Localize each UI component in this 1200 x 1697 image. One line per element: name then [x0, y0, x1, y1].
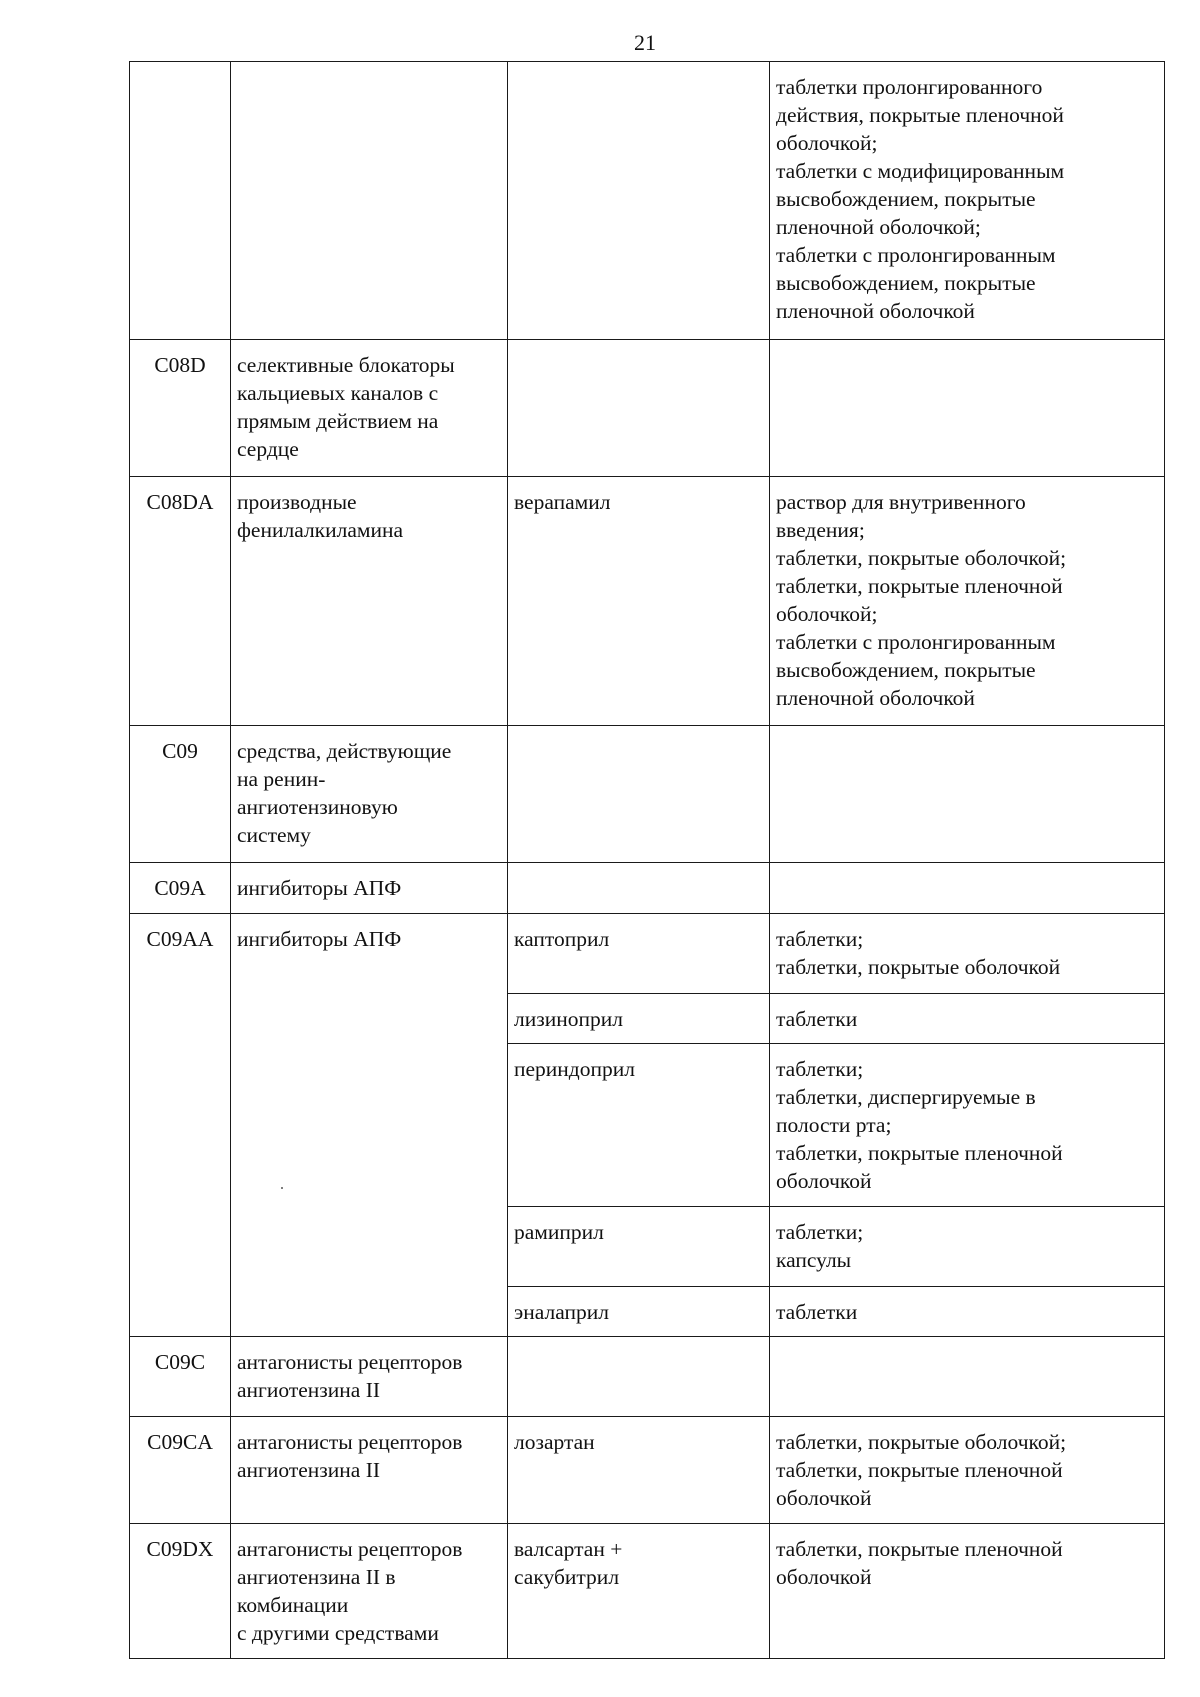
- drug-cell: [508, 863, 770, 914]
- dosage-forms-cell: [770, 1337, 1165, 1417]
- table-row: [130, 1337, 1165, 1417]
- drug-cell: [508, 726, 770, 863]
- dosage-forms-cell: таблетки, покрытые оболочкой; таблетки, покрытые пленочной оболочкой: [770, 1417, 1165, 1524]
- atc-code-cell: C09A: [130, 863, 231, 914]
- table-row: [130, 62, 1165, 340]
- medication-table: [129, 61, 1165, 1659]
- drug-cell: периндоприл: [508, 1044, 770, 1207]
- atc-code-cell: C09C: [130, 1337, 231, 1417]
- table-row: [130, 726, 1165, 863]
- dosage-forms-cell: [770, 726, 1165, 863]
- atc-code-cell: C08D: [130, 340, 231, 477]
- dosage-forms-cell: таблетки; таблетки, диспергируемые в полости рта; таблетки, покрытые пленочной оболочкой: [770, 1044, 1165, 1207]
- dosage-forms-cell: таблетки: [770, 1287, 1165, 1337]
- group-cell: средства, действующие на ренин- ангиотензиновую систему: [231, 726, 508, 863]
- group-cell: антагонисты рецепторов ангиотензина II: [231, 1417, 508, 1524]
- drug-cell: рамиприл: [508, 1207, 770, 1287]
- drug-cell: [508, 1337, 770, 1417]
- drug-cell: каптоприл: [508, 914, 770, 994]
- table-row: [130, 1417, 1165, 1524]
- dosage-forms-cell: раствор для внутривенного введения; таблетки, покрытые оболочкой; таблетки, покрытые пленочной оболочкой; таблетки с пролонгированным высвобождением, покрытые пленочной оболочкой: [770, 477, 1165, 726]
- dosage-forms-cell: таблетки, покрытые пленочной оболочкой: [770, 1524, 1165, 1659]
- group-cell: селективные блокаторы кальциевых каналов с прямым действием на сердце: [231, 340, 508, 477]
- atc-code-cell: [130, 62, 231, 340]
- atc-code-cell: C08DA: [130, 477, 231, 726]
- drug-cell: лозартан: [508, 1417, 770, 1524]
- table-row: [130, 914, 1165, 994]
- scan-speck: [281, 1187, 283, 1189]
- drug-cell: лизиноприл: [508, 994, 770, 1044]
- drug-cell: [508, 62, 770, 340]
- group-cell: антагонисты рецепторов ангиотензина II: [231, 1337, 508, 1417]
- atc-code-cell: C09AA: [130, 914, 231, 1337]
- table-row: [130, 477, 1165, 726]
- drug-cell: верапамил: [508, 477, 770, 726]
- atc-code-cell: C09DX: [130, 1524, 231, 1659]
- dosage-forms-cell: таблетки: [770, 994, 1165, 1044]
- drug-cell: валсартан + сакубитрил: [508, 1524, 770, 1659]
- dosage-forms-cell: таблетки; таблетки, покрытые оболочкой: [770, 914, 1165, 994]
- atc-code-cell: C09CA: [130, 1417, 231, 1524]
- table-row: [130, 863, 1165, 914]
- dosage-forms-cell: [770, 863, 1165, 914]
- dosage-forms-cell: таблетки пролонгированного действия, покрытые пленочной оболочкой; таблетки с модифицированным высвобождением, покрытые пленочной оболочкой; таблетки с пролонгированным высвобождением, покрытые пленочной оболочкой: [770, 62, 1165, 340]
- dosage-forms-cell: таблетки; капсулы: [770, 1207, 1165, 1287]
- group-cell: ингибиторы АПФ: [231, 863, 508, 914]
- group-cell: антагонисты рецепторов ангиотензина II в комбинации с другими средствами: [231, 1524, 508, 1659]
- group-cell: производные фенилалкиламина: [231, 477, 508, 726]
- table-row: [130, 1524, 1165, 1659]
- drug-cell: [508, 340, 770, 477]
- drug-cell: эналаприл: [508, 1287, 770, 1337]
- page-number: 21: [634, 30, 656, 55]
- atc-code-cell: C09: [130, 726, 231, 863]
- table-row: [130, 340, 1165, 477]
- group-cell: [231, 62, 508, 340]
- dosage-forms-cell: [770, 340, 1165, 477]
- group-cell: ингибиторы АПФ: [231, 914, 508, 1337]
